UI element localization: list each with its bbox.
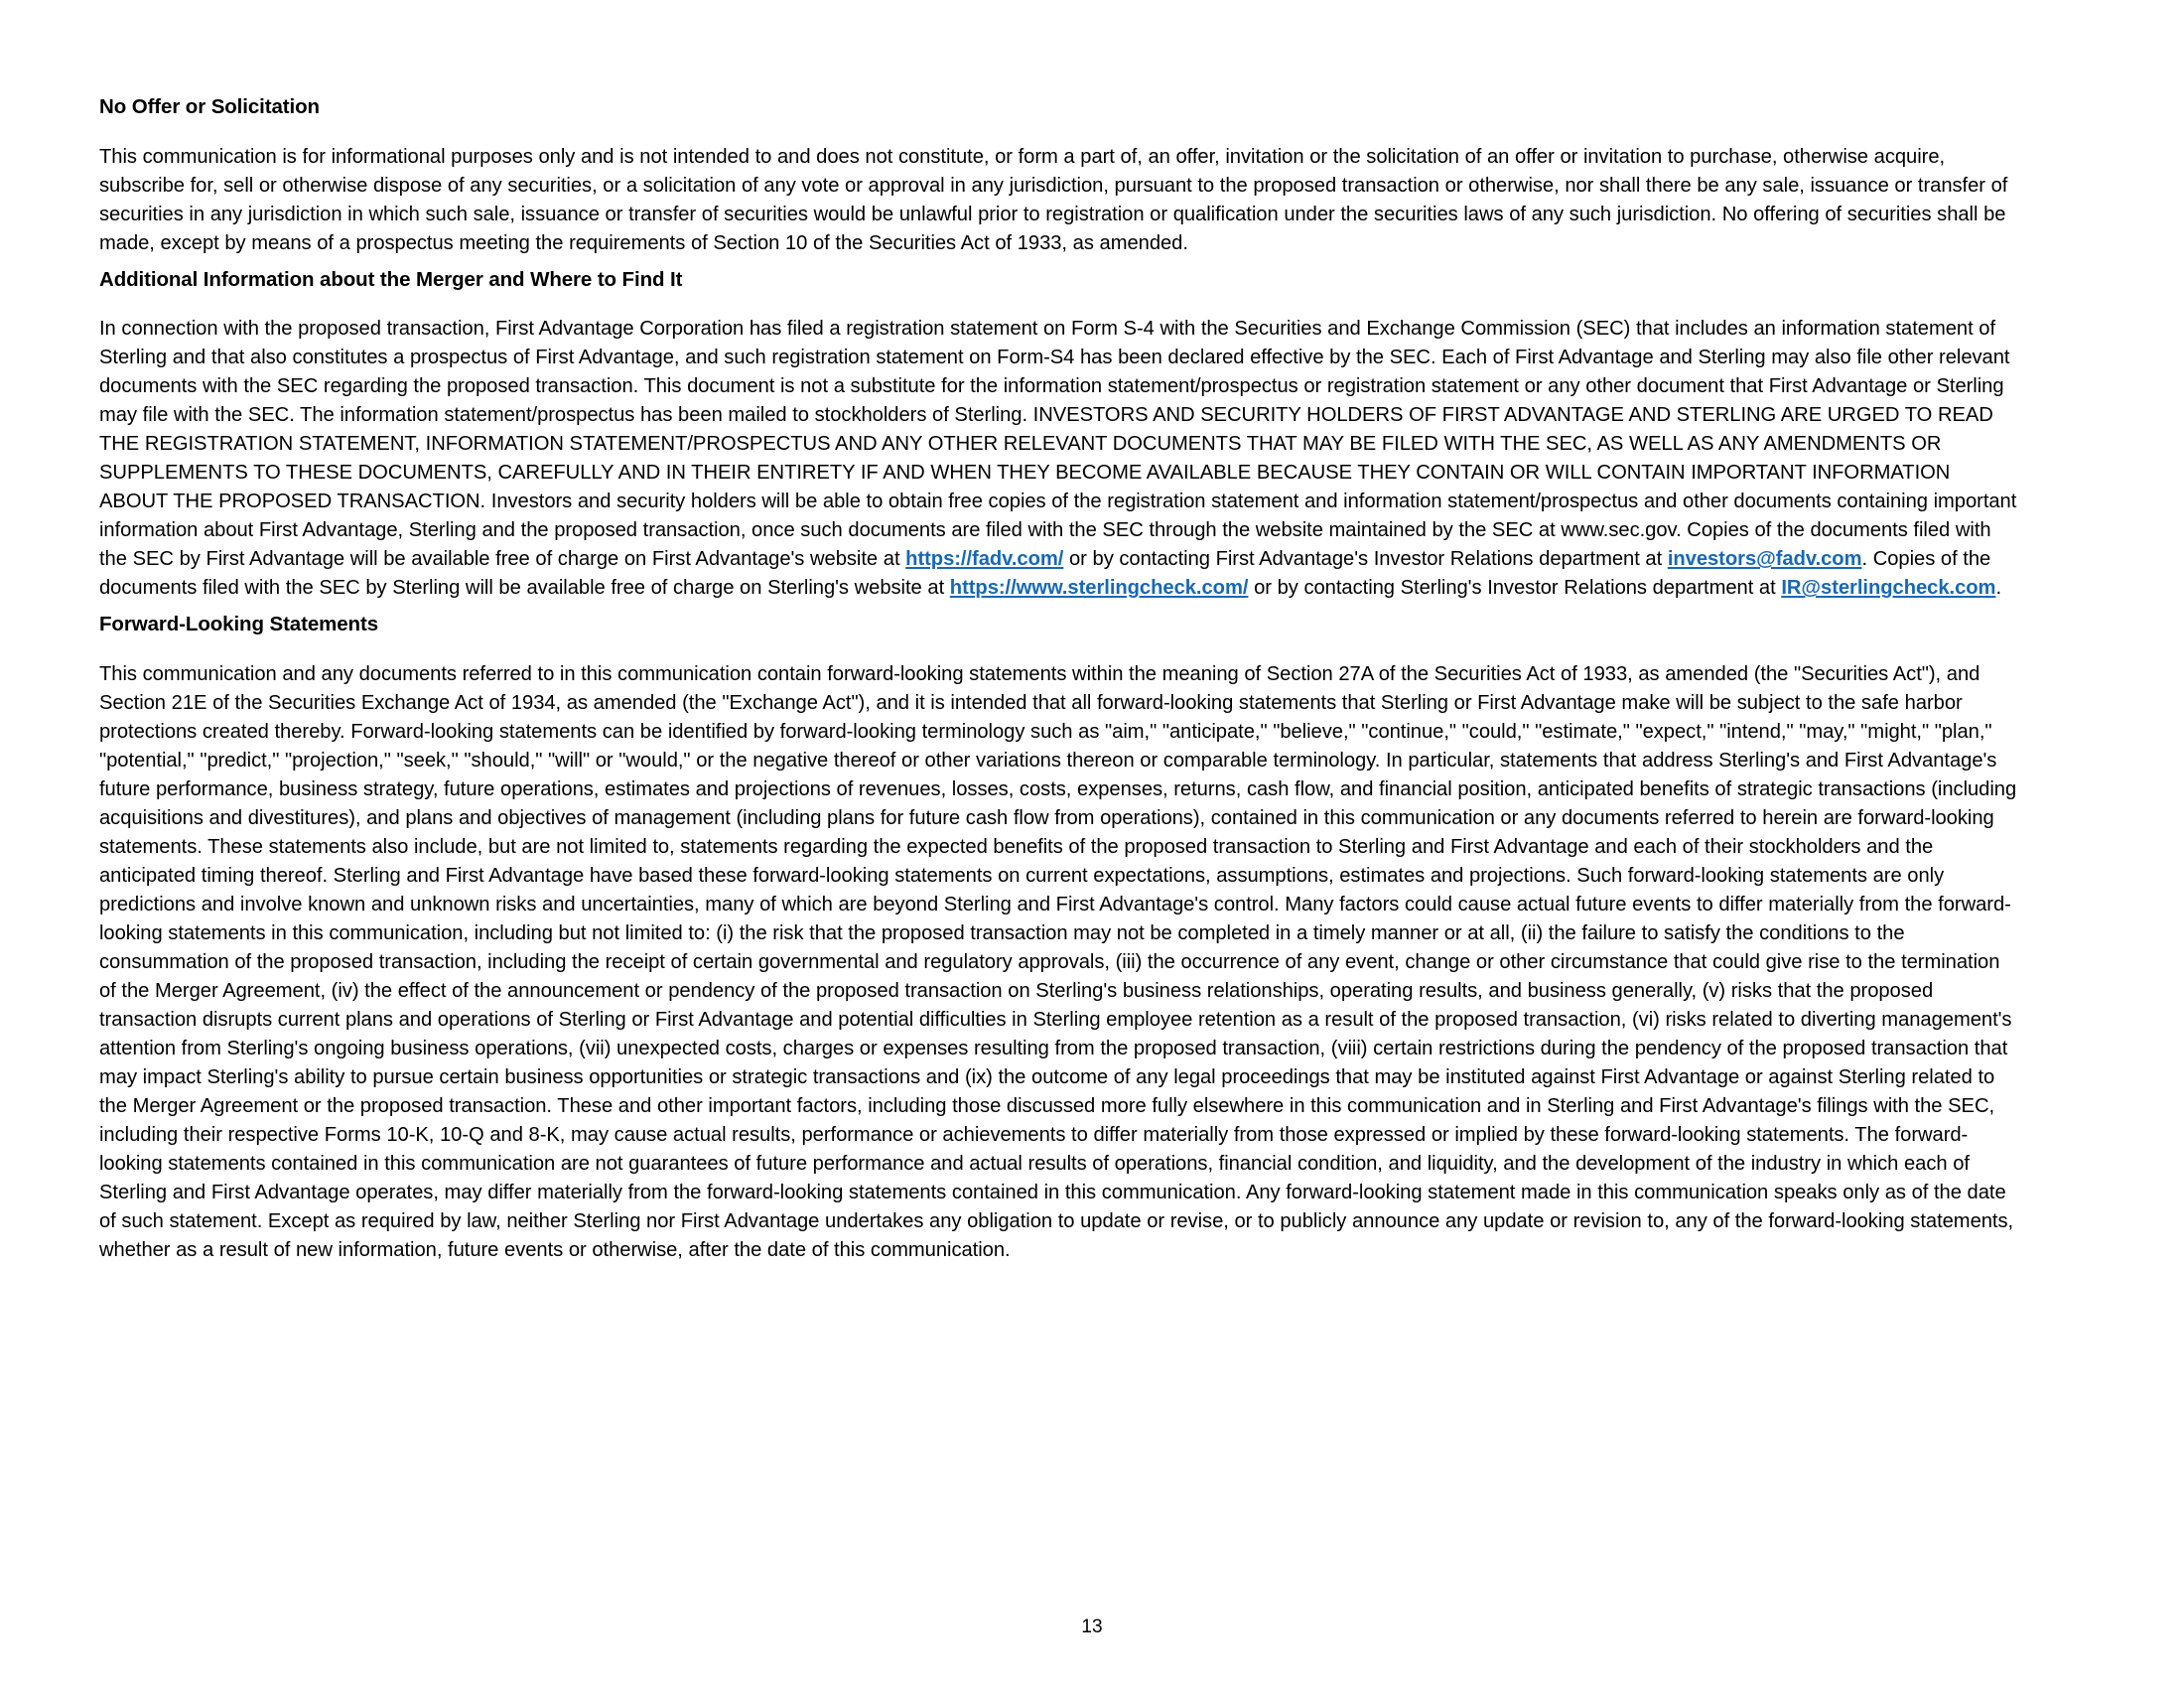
section-paragraph-additional-information: [99, 315, 2017, 603]
section-heading-forward-looking-statements: Forward-Looking Statements: [99, 613, 379, 636]
link-ir-sterlingcheck-email[interactable]: IR@sterlingcheck.com: [1781, 577, 1996, 600]
section-paragraph-forward-looking-statements: This communication and any documents referred to in this communication contain forward-looking statements within the meaning of Section 27A of the Securities Act of 1933, as amended (the "Securities Act"), and Section 21E of the Securities Exchange Act of 1934, as amended (the "Exchange Act"), and it is intended that all forward-looking statements that Sterling or First Advantage make will be subject to the safe harbor protections created thereby. Forward-looking statements can be identified by forward-looking terminology such as "aim," "anticipate," "believe," "continue," "could," "estimate," "expect," "intend," "may," "might," "plan," "potential," "predict," "projection," "seek," "should," "will" or "would," or the negative thereof or other variations thereon or comparable terminology. In particular, statements that address Sterling's and First Advantage's future performance, business strategy, future operations, estimates and projections of revenues, losses, costs, expenses, returns, cash flow, and financial position, anticipated benefits of strategic transactions (including acquisitions and divestitures), and plans and objectives of management (including plans for future cash flow from operations), contained in this communication or any documents referred to herein are forward-looking statements. These statements also include, but are not limited to, statements regarding the expected benefits of the proposed transaction to Sterling and First Advantage and each of their stockholders and the anticipated timing thereof. Sterling and First Advantage have based these forward-looking statements on current expectations, assumptions, estimates and projections. Such forward-looking statements are only predictions and involve known and unknown risks and uncertainties, many of which are beyond Sterling and First Advantage's control. Many factors could cause actual future events to differ materially from the forward-looking statements in this communication, including but not limited to: (i) the risk that the proposed transaction may not be completed in a timely manner or at all, (ii) the failure to satisfy the conditions to the consummation of the proposed transaction, including the receipt of certain governmental and regulatory approvals, (iii) the occurrence of any event, change or other circumstance that could give rise to the termination of the Merger Agreement, (iv) the effect of the announcement or pendency of the proposed transaction on Sterling's business relationships, operating results, and business generally, (v) risks that the proposed transaction disrupts current plans and operations of Sterling or First Advantage and potential difficulties in Sterling employee retention as a result of the proposed transaction, (vi) risks related to diverting management's attention from Sterling's ongoing business operations, (vii) unexpected costs, charges or expenses resulting from the proposed transaction, (viii) certain restrictions during the pendency of the proposed transaction that may impact Sterling's ability to pursue certain business opportunities or strategic transactions and (ix) the outcome of any legal proceedings that may be instituted against First Advantage or against Sterling related to the Merger Agreement or the proposed transaction. These and other important factors, including those discussed more fully elsewhere in this communication and in Sterling and First Advantage's filings with the SEC, including their respective Forms 10-K, 10-Q and 8-K, may cause actual results, performance or achievements to differ materially from those expressed or implied by these forward-looking statements. The forward-looking statements contained in this communication are not guarantees of future performance and actual results of operations, financial condition, and liquidity, and the development of the industry in which each of Sterling and First Advantage operates, may differ materially from the forward-looking statements contained in this communication. Any forward-looking statement made in this communication speaks only as of the date of such statement. Except as required by law, neither Sterling nor First Advantage undertakes any obligation to update or revise, or to publicly announce any update or revision to, any of the forward-looking statements, whether as a result of new information, future events or otherwise, after the date of this communication.: [99, 662, 2017, 1261]
section-heading-additional-information: Additional Information about the Merger and Where to Find It: [99, 267, 683, 291]
additional-info-text-part-4: or by contacting Sterling's Investor Relations department at: [1248, 577, 1782, 600]
additional-info-text-part-1: In connection with the proposed transaction, First Advantage Corporation has filed a registration statement on Form S-4 with the Securities and Exchange Commission (SEC) that includes an information statement of Sterling and that also constitutes a prospectus of First Advantage, and such registration statement on Form-S4 has been declared effective by the SEC. Each of First Advantage and Sterling may also file other relevant documents with the SEC regarding the proposed transaction. This document is not a substitute for the information statement/prospectus or registration statement or any other document that First Advantage or Sterling may file with the SEC. The information statement/prospectus has been mailed to stockholders of Sterling. INVESTORS AND SECURITY HOLDERS OF FIRST ADVANTAGE AND STERLING ARE URGED TO READ THE REGISTRATION STATEMENT, INFORMATION STATEMENT/PROSPECTUS AND ANY OTHER RELEVANT DOCUMENTS THAT MAY BE FILED WITH THE SEC, AS WELL AS ANY AMENDMENTS OR SUPPLEMENTS TO THESE DOCUMENTS, CAREFULLY AND IN THEIR ENTIRETY IF AND WHEN THEY BECOME AVAILABLE BECAUSE THEY CONTAIN OR WILL CONTAIN IMPORTANT INFORMATION ABOUT THE PROPOSED TRANSACTION. Investors and security holders will be able to obtain free copies of the registration statement and information statement/prospectus and other documents containing important information about First Advantage, Sterling and the proposed transaction, once such documents are filed with the SEC through the website maintained by the SEC at www.sec.gov. Copies of the documents filed with the SEC by First Advantage will be available free of charge on First Advantage's website at: [99, 318, 2017, 571]
link-investors-fadv-email[interactable]: investors@fadv.com: [1667, 548, 1862, 571]
link-fadv-website[interactable]: https://fadv.com/: [905, 548, 1064, 571]
additional-info-text-part-2: or by contacting First Advantage's Investor Relations department at: [1063, 548, 1668, 571]
document-content: [99, 95, 2017, 1265]
page-number: 13: [1081, 1617, 1103, 1637]
additional-info-text-part-3: . Copies of the documents filed with the SEC by Sterling will be available free of charge on Sterling's website at: [99, 548, 1991, 600]
section-no-offer-or-solicitation: [99, 95, 2017, 258]
section-forward-looking-statements: [99, 613, 2017, 1265]
section-paragraph-no-offer-or-solicitation: This communication is for informational purposes only and is not intended to and does not constitute, or form a part of, an offer, invitation or the solicitation of an offer or invitation to purchase, otherwise acquire, subscribe for, sell or otherwise dispose of any securities, or a solicitation of any vote or approval in any jurisdiction, pursuant to the proposed transaction or otherwise, nor shall there be any sale, issuance or transfer of securities in any jurisdiction in which such sale, issuance or transfer of securities would be unlawful prior to registration or qualification under the securities laws of any such jurisdiction. No offering of securities shall be made, except by means of a prospectus meeting the requirements of Section 10 of the Securities Act of 1933, as amended.: [99, 145, 2008, 254]
section-additional-information: [99, 268, 2017, 604]
link-sterlingcheck-website[interactable]: https://www.sterlingcheck.com/: [949, 577, 1249, 600]
additional-info-text-part-5: .: [1995, 577, 2002, 600]
section-heading-no-offer-or-solicitation: No Offer or Solicitation: [99, 95, 320, 118]
